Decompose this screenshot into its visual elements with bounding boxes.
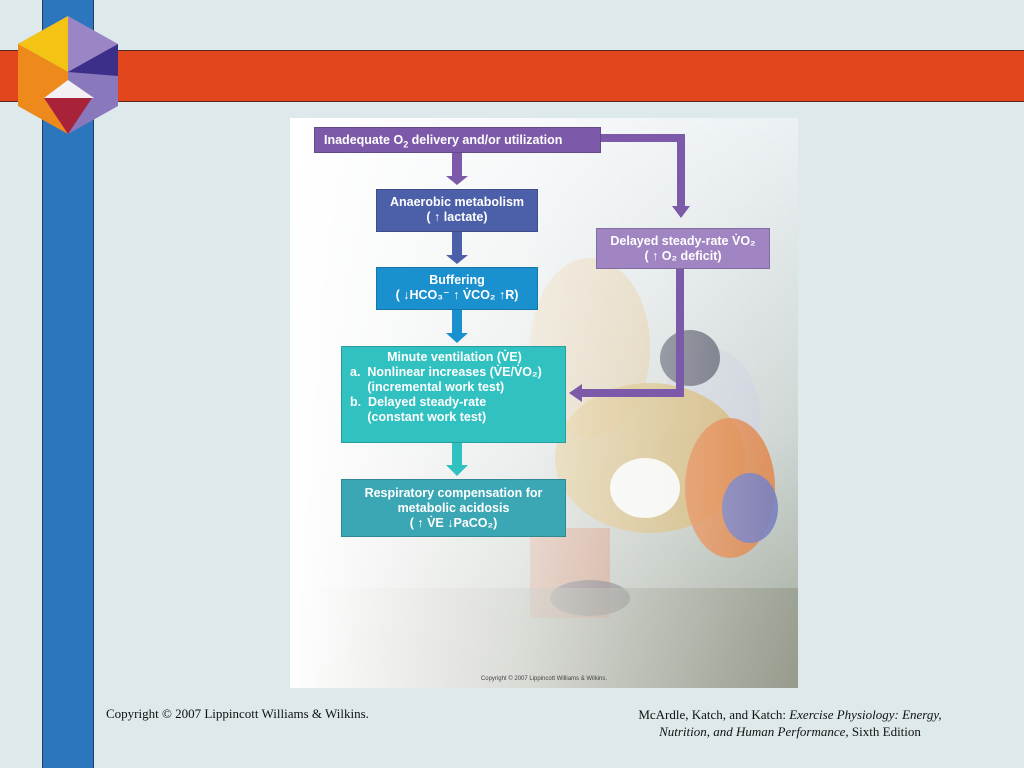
resp-line2: metabolic acidosis (397, 501, 510, 515)
citation-title-1: Exercise Physiology: Energy, (789, 707, 942, 722)
box-buffering (376, 267, 538, 310)
footer-copyright: Copyright © 2007 Lippincott Williams & Wilkins. (106, 706, 369, 721)
cube-logo-icon (14, 14, 122, 138)
header-band (0, 50, 1024, 102)
minute-line5: (constant work test) (350, 410, 487, 424)
box-anaerobic-metabolism (376, 189, 538, 232)
minute-line1: Minute ventilation (V̇E) (387, 350, 522, 364)
buffering-line1: Buffering (429, 273, 485, 287)
figure-copyright: Copyright © 2007 Lippincott Williams & Wilkins. (480, 676, 608, 682)
resp-line1: Respiratory compensation for (364, 486, 543, 500)
flowchart-figure (290, 118, 798, 688)
delayed-line2: ( ↑ O₂ deficit) (644, 249, 722, 263)
anaerobic-line1: Anaerobic metabolism (389, 195, 525, 209)
arrow-1 (452, 153, 462, 177)
resp-line3: ( ↑ V̇E ↓PaCO₂) (409, 516, 498, 530)
arrow-2 (452, 232, 462, 256)
box-delayed-steady-rate (596, 228, 770, 269)
minute-line4: b. Delayed steady-rate (350, 395, 487, 409)
footer-citation (600, 706, 980, 740)
arrow-3 (452, 310, 462, 334)
minute-line3: (incremental work test) (350, 380, 505, 394)
arrow-4 (452, 443, 462, 466)
delayed-line1: Delayed steady-rate V̇O₂ (610, 234, 756, 248)
box-inadequate-o2: Inadequate $O_2$ delivery and/or utilization (314, 127, 601, 153)
citation-title-2: Nutrition, and Human Performance, (659, 724, 849, 739)
citation-edition: Sixth Edition (848, 724, 921, 739)
minute-line2: a. Nonlinear increases (V̇E/V̇O₂) (350, 365, 542, 379)
citation-authors: McArdle, Katch, and Katch: (638, 707, 790, 722)
anaerobic-line2: ( ↑ lactate) (426, 210, 488, 224)
box-minute-ventilation (341, 346, 566, 443)
buffering-line2: ( ↓HCO₃⁻ ↑ V̇CO₂ ↑R) (395, 288, 519, 302)
box-respiratory-compensation (341, 479, 566, 537)
